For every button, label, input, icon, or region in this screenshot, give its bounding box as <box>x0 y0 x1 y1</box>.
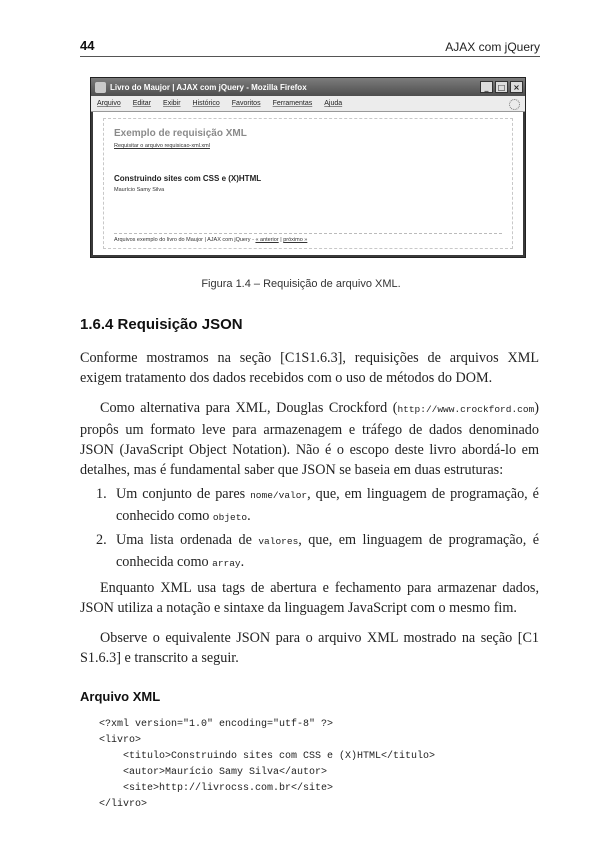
code-line: </livro> <box>99 799 148 810</box>
browser-screenshot <box>90 77 526 258</box>
code-line: <site>http://livrocss.com.br</site> <box>99 783 334 794</box>
list-item <box>80 484 539 528</box>
footer-divider <box>114 233 502 234</box>
paragraph-json-a: Como alternativa para XML, Douglas Crockford ( <box>100 400 398 416</box>
throbber-icon <box>509 99 520 110</box>
list-code: nome/valor <box>250 490 308 501</box>
example-heading: Exemplo de requisição XML <box>114 128 247 139</box>
list-text-b: , que, em linguagem de programação, é conhecida como <box>116 532 539 570</box>
firefox-icon <box>95 82 106 93</box>
code-line: <livro> <box>99 735 142 746</box>
request-link[interactable]: Requisitar o arquivo requisicao-xml.xml <box>114 143 210 149</box>
example-footer <box>114 237 307 243</box>
paragraph-xml-vs-json: Enquanto XML usa tags de abertura e fechamento para armazenar dados, JSON utiliza a notação e sintaxe da linguagem JavaScript com o mesmo fim. <box>80 580 539 616</box>
list-code: array <box>212 558 241 569</box>
list-number: 1. <box>96 486 107 502</box>
browser-titlebar <box>91 78 525 96</box>
footer-text: Arquivos exemplo do livro do Maujor | AJAX com jQuery - <box>114 237 256 243</box>
paragraph-intro: Conforme mostramos na seção [C1S1.6.3], requisições de arquivos XML exigem tratamento dos dados recebidos com o uso de métodos do DOM. <box>80 350 539 386</box>
list-code: objeto <box>212 512 248 523</box>
header-rule <box>80 56 540 57</box>
list-text-a: Uma lista ordenada de <box>116 532 259 548</box>
list-number: 2. <box>96 532 107 548</box>
menu-editar[interactable]: Editar <box>132 100 152 107</box>
code-line: <autor>Maurício Samy Silva</autor> <box>99 767 328 778</box>
menu-ferramentas[interactable]: Ferramentas <box>272 100 313 107</box>
browser-menubar <box>91 96 525 112</box>
menu-historico[interactable]: Histórico <box>192 100 220 107</box>
list-item <box>80 530 539 574</box>
book-title: Construindo sites com CSS e (X)HTML <box>114 174 262 183</box>
structures-list-2 <box>80 530 539 574</box>
content-frame <box>103 118 513 249</box>
paragraph-observe: Observe o equivalente JSON para o arquivo XML mostrado na seção [C1 S1.6.3] e transcrito a seguir. <box>80 630 539 666</box>
section-heading: 1.6.4 Requisição JSON <box>80 316 243 333</box>
book-author: Maurício Samy Silva <box>114 187 165 193</box>
minimize-button[interactable]: _ <box>480 81 493 93</box>
footer-separator: | <box>278 237 284 243</box>
next-link[interactable]: próximo » <box>283 237 308 243</box>
code-line: <titulo>Construindo sites com CSS e (X)HTML</titulo> <box>99 751 436 762</box>
list-code: valores <box>258 536 299 547</box>
code-heading: Arquivo XML <box>80 689 161 704</box>
list-text-b: , que, em linguagem de programação, é conhecido como <box>116 486 539 524</box>
menu-favoritos[interactable]: Favoritos <box>231 100 261 107</box>
close-button[interactable]: × <box>510 81 523 93</box>
menu-ajuda[interactable]: Ajuda <box>324 100 343 107</box>
browser-title: Livro do Maujor | AJAX com jQuery - Mozilla Firefox <box>110 82 307 92</box>
running-title: AJAX com jQuery <box>445 40 540 54</box>
code-line: <?xml version="1.0" encoding="utf-8" ?> <box>99 719 334 730</box>
previous-link[interactable]: « anterior <box>255 237 279 243</box>
page-number: 44 <box>80 38 95 53</box>
list-text-a: Um conjunto de pares <box>116 486 251 502</box>
menu-arquivo[interactable]: Arquivo <box>97 100 121 107</box>
paragraph-json-b: ) propôs um formato leve para armazenagem e tráfego de dados denominado JSON (JavaScript Object Notation). Não é o escopo deste livro abordá-lo em detalhes, mas é fundamental saber que JSON se baseia em duas estruturas: <box>80 400 539 478</box>
list-text-c: . <box>247 508 251 524</box>
list-text-c: . <box>240 554 245 570</box>
figure-caption: Figura 1.4 – Requisição de arquivo XML. <box>201 278 401 290</box>
maximize-button[interactable]: □ <box>495 81 508 93</box>
structures-list <box>80 484 539 528</box>
xml-code-block <box>99 717 435 813</box>
menu-exibir[interactable]: Exibir <box>163 100 181 107</box>
crockford-url: http://www.crockford.com <box>397 404 535 415</box>
browser-content <box>93 112 523 255</box>
paragraph-json <box>80 398 539 480</box>
